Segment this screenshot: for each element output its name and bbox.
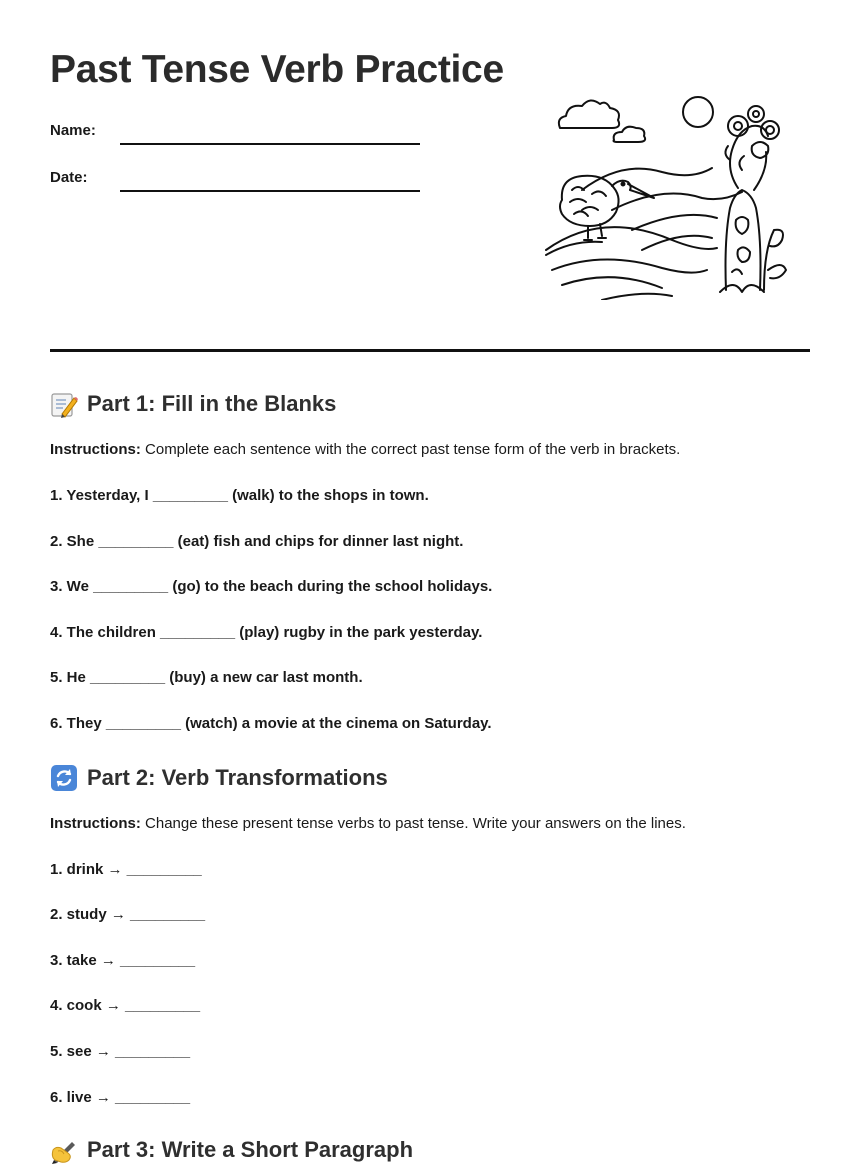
part1-heading-text: Part 1: Fill in the Blanks (87, 391, 337, 416)
part2-heading-text: Part 2: Verb Transformations (87, 765, 388, 790)
part1-instructions-label: Instructions: (50, 441, 141, 458)
part2-item-1: 1. drink → _________ (50, 861, 202, 878)
kiwi-bird-landscape-icon (542, 90, 792, 300)
part3-heading-text: Part 3: Write a Short Paragraph (87, 1137, 414, 1162)
part1-instructions (50, 440, 680, 460)
name-field (50, 122, 430, 146)
part1-item-1: 1. Yesterday, I _________ (walk) to the shops in town. (50, 487, 429, 504)
date-line[interactable] (120, 190, 420, 192)
part2-item-5: 5. see → _________ (50, 1043, 191, 1060)
part2-item-4: 4. cook → _________ (50, 997, 201, 1014)
part2-instructions-label: Instructions: (50, 815, 141, 832)
part2-instructions (50, 814, 686, 834)
part2-instructions-text: Change these present tense verbs to past tense. Write your answers on the lines. (145, 815, 686, 832)
part2-item-2: 2. study → _________ (50, 906, 206, 923)
part1-item-6: 6. They _________ (watch) a movie at the cinema on Saturday. (50, 715, 492, 732)
arrows-cycle-icon (50, 764, 78, 792)
memo-pencil-icon (50, 390, 78, 418)
date-field (50, 169, 430, 193)
part3-heading (50, 1136, 413, 1164)
part1-heading (50, 390, 336, 418)
part1-instructions-text: Complete each sentence with the correct past tense form of the verb in brackets. (145, 441, 681, 458)
part1-item-3: 3. We _________ (go) to the beach during the school holidays. (50, 578, 493, 595)
date-label: Date: (50, 169, 88, 186)
writing-hand-icon (50, 1136, 78, 1164)
part2-item-6: 6. live → _________ (50, 1089, 191, 1106)
part2-heading (50, 764, 388, 792)
page-title: Past Tense Verb Practice (50, 48, 504, 91)
part2-item-3: 3. take → _________ (50, 952, 196, 969)
name-line[interactable] (120, 143, 420, 145)
part1-item-4: 4. The children _________ (play) rugby in the park yesterday. (50, 624, 483, 641)
section-divider (50, 349, 810, 352)
part1-item-5: 5. He _________ (buy) a new car last month. (50, 669, 363, 686)
part1-item-2: 2. She _________ (eat) fish and chips for dinner last night. (50, 533, 464, 550)
name-label: Name: (50, 122, 96, 139)
